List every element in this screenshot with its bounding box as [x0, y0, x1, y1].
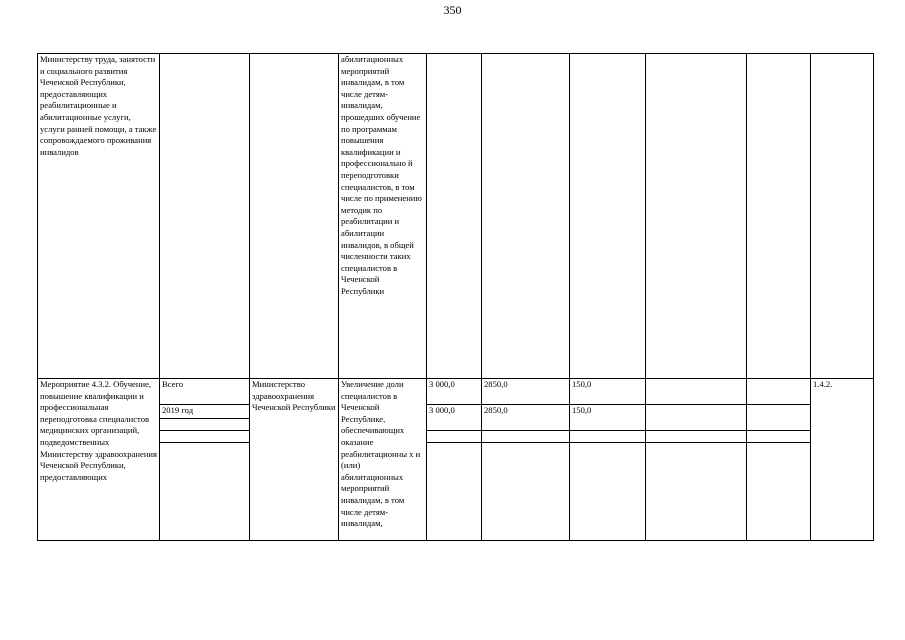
empty-cell	[160, 443, 250, 541]
empty-cell	[482, 431, 570, 443]
empty-cell	[747, 443, 811, 541]
empty-cell	[427, 443, 482, 541]
period-label-cell: Всего	[160, 379, 250, 405]
indicator-text: абилитационных мероприятий инвалидам, в том числе детям-инвалидам, прошедших обучение по программам повышения квалификации и профессионально й переподготовки специалистов, в том числе по применению методик по реабилитации и абилитации инвалидов, в общей численности таких специалистов в Чеченской Республики	[341, 54, 422, 296]
event-text: Мероприятие 4.3.2. Обучение, повышение квалификации и профессиональная переподготовка специалистов медицинских организаций, подведомственных Министерству здравоохранения Чеченской Республики, предоставляющих	[40, 379, 157, 482]
empty-cell	[160, 419, 250, 431]
table-row	[38, 405, 874, 419]
indicator-text: Увеличение доли специалистов в Чеченской Республике, обеспечивающих оказание реабилитационны х и (или) абилитационных мероприятий инвалидам, в том числе детям-инвалидам,	[341, 379, 421, 529]
empty-cell	[646, 431, 747, 443]
table-row	[38, 379, 874, 405]
empty-cell	[646, 54, 747, 379]
indicator-cell	[339, 54, 427, 379]
empty-cell	[570, 431, 646, 443]
empty-cell	[250, 54, 339, 379]
empty-cell	[427, 54, 482, 379]
budget-table	[37, 53, 874, 541]
event-cell	[38, 54, 160, 379]
value-cell: 2850,0	[482, 405, 570, 431]
value-cell: 150,0	[570, 405, 646, 431]
value-cell: 150,0	[570, 379, 646, 405]
event-text: Министерству труда, занятости и социального развития Чеченской Республики, предоставляющих реабилитационные и абилитационные услуги, услуги ранней помощи, а также сопровождаемого проживания инвалидов	[40, 54, 157, 157]
table-row	[38, 54, 874, 379]
table-row	[38, 431, 874, 443]
link-cell: 1.4.2.	[811, 379, 874, 541]
empty-cell	[747, 54, 811, 379]
empty-cell	[570, 443, 646, 541]
empty-cell	[747, 405, 811, 431]
empty-cell	[570, 54, 646, 379]
empty-cell	[646, 379, 747, 405]
table-row	[38, 443, 874, 541]
empty-cell	[646, 405, 747, 431]
empty-cell	[747, 379, 811, 405]
total-cell: 3 000,0	[427, 405, 482, 431]
empty-cell	[482, 443, 570, 541]
empty-cell	[482, 54, 570, 379]
empty-cell	[747, 431, 811, 443]
empty-cell	[811, 54, 874, 379]
event-cell	[38, 379, 160, 541]
indicator-cell	[339, 379, 427, 541]
executor-cell	[250, 379, 339, 541]
executor-text: Министерство здравоохранения Чеченской Республики	[252, 379, 336, 413]
empty-cell	[646, 443, 747, 541]
page-number: 350	[443, 3, 462, 17]
empty-cell	[427, 431, 482, 443]
empty-cell	[160, 431, 250, 443]
period-label-cell: 2019 год	[160, 405, 250, 419]
total-cell: 3 000,0	[427, 379, 482, 405]
empty-cell	[160, 54, 250, 379]
value-cell: 2850,0	[482, 379, 570, 405]
